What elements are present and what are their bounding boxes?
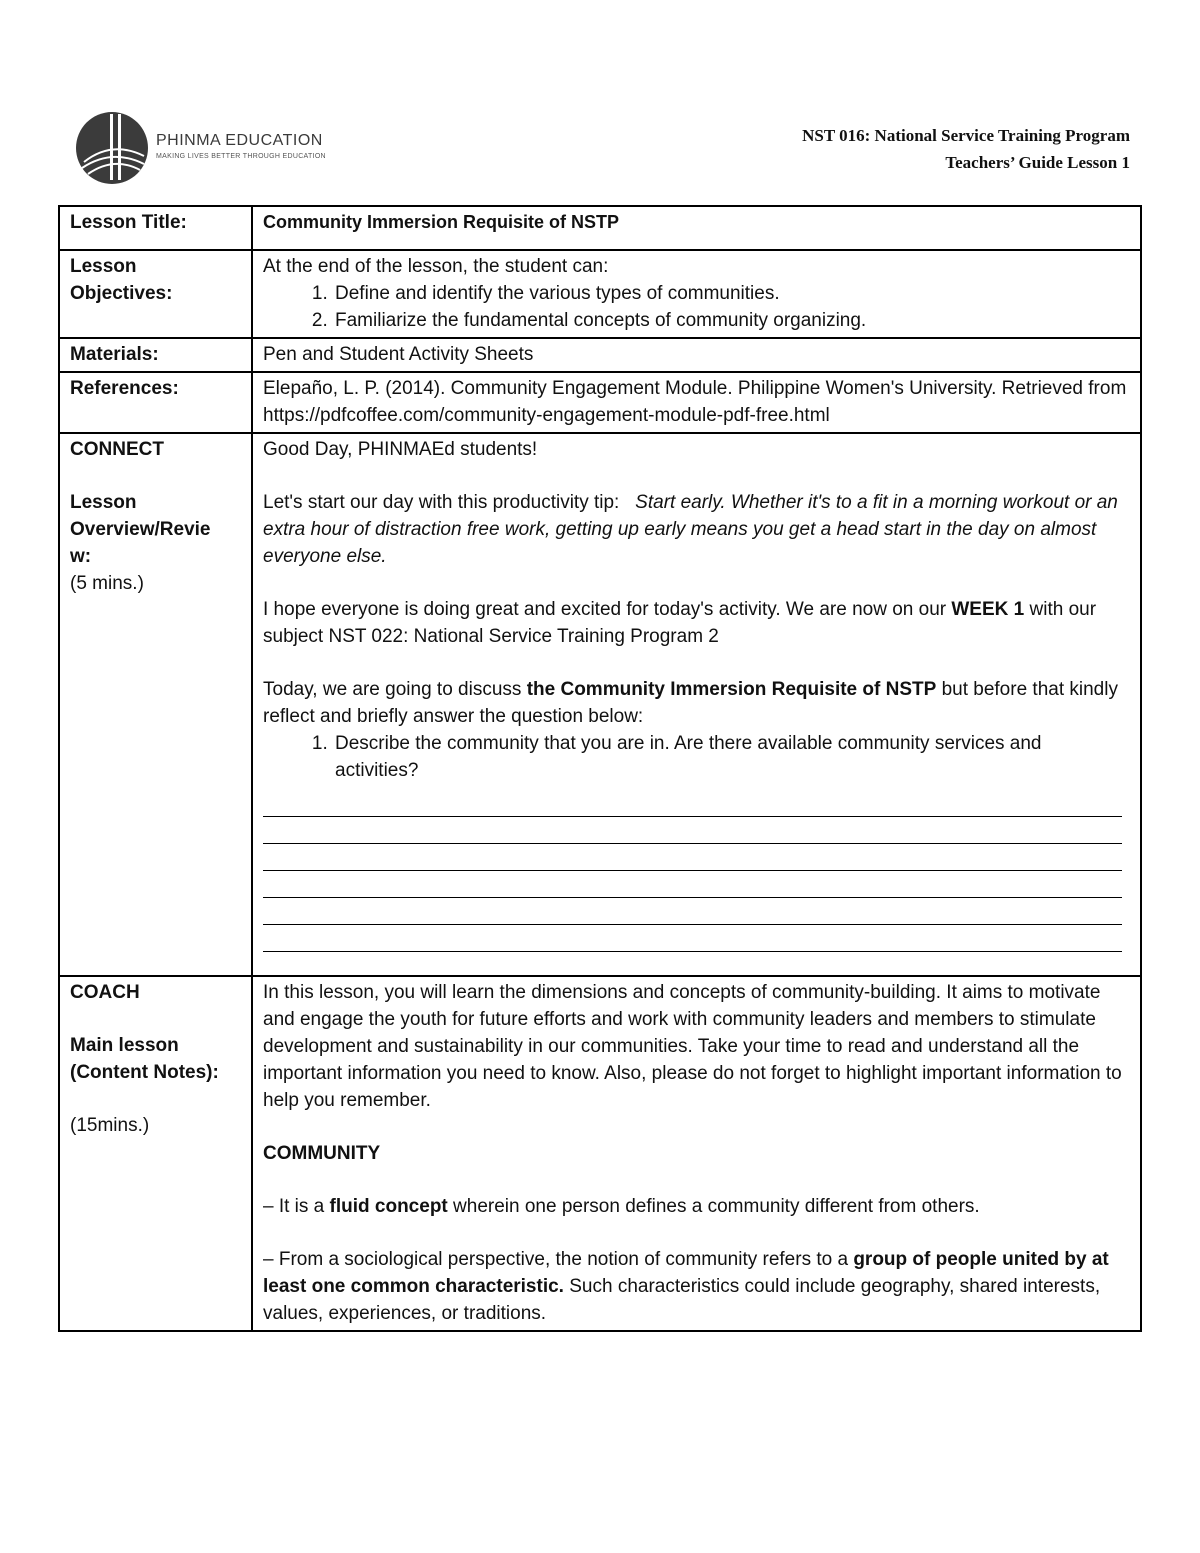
- reflection-questions: [263, 730, 1130, 784]
- label-lesson-title: Lesson Title:: [59, 206, 252, 250]
- label-coach: [59, 976, 252, 1331]
- header-guide: Teachers’ Guide Lesson 1: [945, 153, 1130, 172]
- objectives-content: [252, 250, 1141, 338]
- answer-line[interactable]: [263, 871, 1122, 898]
- row-objectives: [59, 250, 1141, 338]
- productivity-tip: [263, 489, 1130, 570]
- connect-heading: CONNECT: [70, 439, 164, 460]
- phinma-logo-mark-icon: [74, 110, 152, 186]
- coach-content: [252, 976, 1141, 1331]
- objectives-intro: At the end of the lesson, the student can:: [263, 256, 609, 277]
- connect-content: [252, 433, 1141, 976]
- week-text-b: with our subject NST 022: National Service Training Program 2: [263, 599, 1097, 647]
- week-text-a: I hope everyone is doing great and excited for today's activity. We are now on our: [263, 599, 952, 620]
- document-header: [802, 122, 1130, 176]
- point1-text-b: wherein one person defines a community different from others.: [447, 1196, 980, 1217]
- connect-greeting: Good Day, PHINMAEd students!: [263, 439, 538, 460]
- objective-item: 1. Define and identify the various types of communities.: [333, 280, 1130, 307]
- coach-sub-2: (Content Notes):: [70, 1062, 219, 1083]
- community-point-1: [263, 1193, 1130, 1220]
- point2-text-a: – From a sociological perspective, the notion of community refers to a: [263, 1249, 854, 1270]
- label-references: References:: [59, 372, 252, 433]
- lesson-plan-table: [58, 205, 1142, 1332]
- coach-time: (15mins.): [70, 1115, 150, 1136]
- label-objectives-line1: Lesson: [70, 256, 137, 277]
- header-course: NST 016: National Service Training Program: [802, 126, 1130, 145]
- row-connect: [59, 433, 1141, 976]
- row-lesson-title: [59, 206, 1141, 250]
- coach-sub-1: Main lesson: [70, 1035, 179, 1056]
- answer-line[interactable]: [263, 925, 1122, 952]
- row-materials: [59, 338, 1141, 372]
- discussion-paragraph: [263, 676, 1130, 730]
- phinma-logo: [74, 110, 334, 186]
- point1-text-a: – It is a: [263, 1196, 330, 1217]
- answer-line[interactable]: [263, 898, 1122, 925]
- logo-name: PHINMA EDUCATION: [156, 132, 323, 149]
- objectives-list: [263, 280, 1130, 334]
- objective-item: 2. Familiarize the fundamental concepts of community organizing.: [333, 307, 1130, 334]
- week-paragraph: [263, 596, 1130, 650]
- reflection-question: 1. Describe the community that you are in. Are there available community services and activities?: [333, 730, 1130, 784]
- community-point-2: [263, 1246, 1130, 1327]
- references-value: Elepaño, L. P. (2014). Community Engagement Module. Philippine Women's University. Retrieved from https://pdfcoffee.com/community-engagement-module-pdf-free.html: [252, 372, 1141, 433]
- label-objectives-line2: Objectives:: [70, 283, 173, 304]
- week-label: WEEK 1: [951, 599, 1025, 620]
- discussion-text-a: Today, we are going to discuss: [263, 679, 527, 700]
- point1-term: fluid concept: [329, 1196, 448, 1217]
- tip-lead: Let's start our day with this productivity tip:: [263, 492, 636, 513]
- connect-sub-1: Lesson: [70, 492, 137, 513]
- connect-sub-3: w:: [70, 546, 92, 567]
- answer-line[interactable]: [263, 817, 1122, 844]
- row-references: [59, 372, 1141, 433]
- materials-value: Pen and Student Activity Sheets: [252, 338, 1141, 372]
- discussion-topic: the Community Immersion Requisite of NSTP: [526, 679, 937, 700]
- discussion-text-b: but before that kindly reflect and briefly answer the question below:: [263, 679, 1118, 727]
- connect-sub-2: Overview/Revie: [70, 519, 211, 540]
- label-objectives: [59, 250, 252, 338]
- point2-text-b: Such characteristics could include geography, shared interests, values, experiences, or traditions.: [263, 1276, 1101, 1324]
- answer-line[interactable]: [263, 790, 1122, 817]
- label-materials: Materials:: [59, 338, 252, 372]
- coach-heading: COACH: [70, 982, 140, 1003]
- tip-text: Start early. Whether it's to a fit in a morning workout or an extra hour of distraction free work, getting up early means you get a head start in the day on almost everyone else.: [263, 492, 1118, 567]
- connect-time: (5 mins.): [70, 573, 144, 594]
- lesson-title-value: Community Immersion Requisite of NSTP: [252, 206, 1141, 250]
- coach-intro: In this lesson, you will learn the dimensions and concepts of community-building. It aims to motivate and engage the youth for future efforts and work with community leaders and members to stimulate development and sustainability in our communities. Take your time to read and understand all the important information you need to know. Also, please do not forget to highlight important information to help you remember.: [263, 982, 1122, 1111]
- row-coach: [59, 976, 1141, 1331]
- community-heading: COMMUNITY: [263, 1143, 381, 1164]
- point2-term: group of people united by at least one common characteristic.: [263, 1249, 1109, 1297]
- logo-tagline: MAKING LIVES BETTER THROUGH EDUCATION: [156, 153, 326, 160]
- label-connect: [59, 433, 252, 976]
- answer-line[interactable]: [263, 844, 1122, 871]
